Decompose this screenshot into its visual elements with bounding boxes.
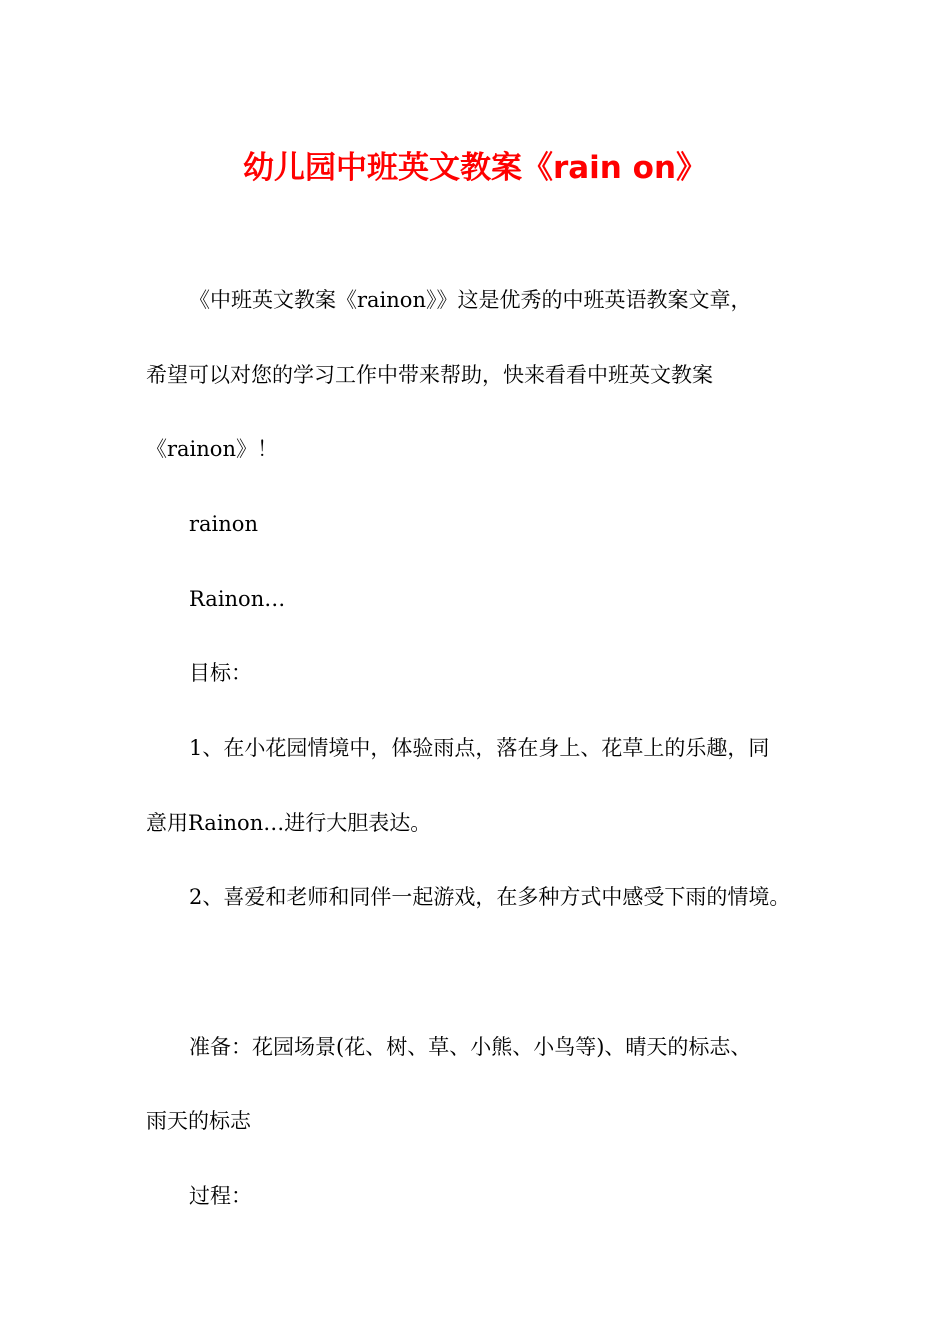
preparation-line-2: 雨天的标志 [146,1109,251,1133]
preparation-line-1: 准备：花园场景(花、树、草、小熊、小鸟等)、晴天的标志、 [189,1035,752,1059]
song-lyric: Rainon… [189,587,286,611]
song-title: rainon [189,512,258,536]
goal-1-line-1: 1、在小花园情境中，体验雨点，落在身上、花草上的乐趣，同 [189,736,770,760]
intro-paragraph-line-1: 《中班英文教案《rainon》》这是优秀的中班英语教案文章， [189,288,752,312]
process-heading: 过程： [189,1184,252,1208]
goals-heading: 目标： [189,661,252,685]
intro-paragraph-line-2: 希望可以对您的学习工作中带来帮助，快来看看中班英文教案 [146,363,713,387]
goal-1-line-2: 意用Rainon…进行大胆表达。 [146,811,432,835]
intro-paragraph-line-3: 《rainon》！ [146,437,278,461]
goal-2: 2、喜爱和老师和同伴一起游戏，在多种方式中感受下雨的情境。 [189,885,791,909]
document-title: 幼儿园中班英文教案《rain on》 [242,150,708,186]
